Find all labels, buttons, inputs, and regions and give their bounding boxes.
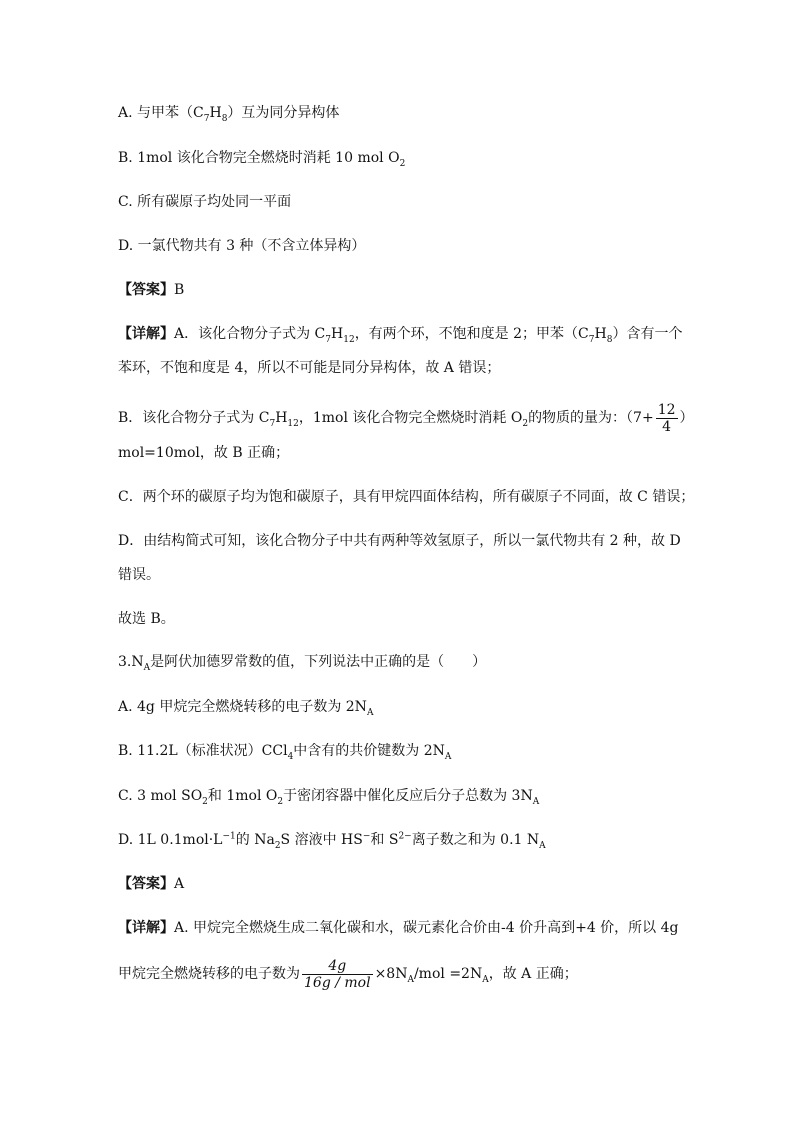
fraction-12-over-4: $\frac{12}{4}$	[657, 401, 676, 435]
q3-explanation-a-line1: 【详解】A. 甲烷完全燃烧生成二氧化碳和水，碳元素化合价由-4 价升高到+4 价，所以 4g	[118, 920, 679, 936]
answer-value: B	[174, 282, 185, 298]
q3-option-c: C. 3 mol $SO_2$和 1mol $O_2$于密闭容器中催化反应后分子总数为 $3N_A$	[118, 788, 540, 807]
q2-explanation-a-line1: 【详解】A．该化合物分子式为 $C_7H_{12}$，有两个环，不饱和度是 2；甲苯$(C_7H_8)$含有一个	[118, 326, 683, 345]
q2-explanation-d-line1: D．由结构简式可知，该化合物分子中共有两种等效氢原子，所以一氯代物共有 2 种，故 D	[118, 533, 681, 549]
q2-option-b: B. 1mol 该化合物完全燃烧时消耗 10 mol $O_2$	[118, 150, 406, 169]
q3-answer	[118, 874, 184, 894]
q3-stem: $3.N_A$是阿伏加德罗常数的值，下列说法中正确的是（ ）	[118, 654, 487, 673]
fraction-4g-over-16g-per-mol: $\frac{4g}{\text{16g / mol}}$	[304, 957, 371, 991]
q2-option-d: D. 一氯代物共有 3 种（不含立体异构）	[118, 238, 366, 254]
q3-option-a: A. 4g 甲烷完全燃烧转移的电子数为 $2N_A$	[118, 699, 374, 718]
explanation-label: 【详解】	[118, 920, 174, 936]
q3-explanation-a-line2: 甲烷完全燃烧转移的电子数为 $\frac{4g}{\text{16g / mol}}$ $\times 8N_A$/mol $=2N_A$，故 A 正确；	[118, 957, 578, 991]
q2-explanation-c: C．两个环的碳原子均为饱和碳原子，具有甲烷四面体结构，所有碳原子不同面，故 C 错误；	[118, 489, 695, 505]
q2-option-c: C. 所有碳原子均处同一平面	[118, 194, 292, 210]
q2-answer	[118, 280, 184, 300]
answer-value: A	[174, 876, 185, 892]
q2-explanation-a-line2: 苯环，不饱和度是 4，所以不可能是同分异构体，故 A 错误；	[118, 360, 501, 376]
q2-option-a: A. 与甲苯$(C_7H_8)$互为同分异构体	[118, 105, 340, 124]
answer-label: 【答案】	[118, 876, 174, 892]
answer-label: 【答案】	[118, 282, 174, 298]
q2-conclusion: 故选 B。	[118, 611, 175, 627]
q2-explanation-b-line1: B．该化合物分子式为 $C_7H_{12}$，1mol 该化合物完全燃烧时消耗 $O_2$的物质的量为：（7+ $\frac{12}{4}$ ）	[118, 401, 694, 435]
q3-option-b: B. 11.2L（标准状况）CCl$_4$中含有的共价键数为 $2N_A$	[118, 743, 452, 762]
q2-explanation-b-line2: mol=10mol，故 B 正确；	[118, 445, 290, 461]
q3-option-d: D. 1L $0.1mol\cdot L^{-1}$的 $Na_2S$ 溶液中 HS−和 $S^{2-}$离子数之和为 0.1 $N_A$	[118, 831, 546, 851]
explanation-label: 【详解】	[118, 326, 174, 342]
q2-explanation-d-line2: 错误。	[118, 567, 160, 583]
